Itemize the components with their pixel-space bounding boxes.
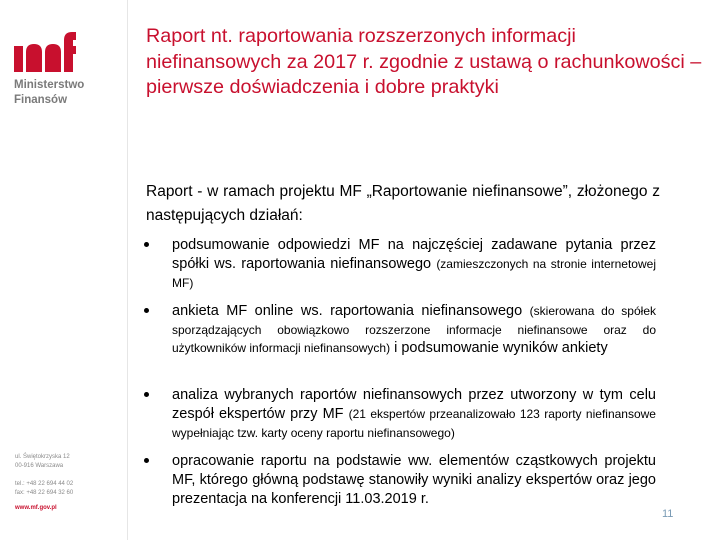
list-item [142, 386, 656, 442]
bullet-icon [144, 392, 149, 397]
logo-line-2: Finansów [14, 94, 68, 106]
bullet-tail: i podsumowanie wyników ankiety [390, 340, 608, 356]
bullet-icon [144, 242, 149, 247]
fax: fax: +48 22 694 32 60 [15, 490, 74, 496]
bullet-main: opracowanie raportu na podstawie ww. elementów cząstkowych projektu MF, którego główną podstawę stanowiły wyniki analizy ekspertów oraz jego prezentacja na konferencji 11.03.2019 r. [172, 453, 656, 507]
address-line-2: 00-916 Warszawa [15, 463, 64, 469]
bullet-main: analiza wybranych raportów niefinansowych przez utworzony w tym celu zespół ekspertów przy MF [172, 387, 656, 422]
website-link[interactable]: www.mf.gov.pl [15, 505, 57, 511]
sidebar [0, 0, 128, 540]
bullet-note: (zamieszczonych na stronie internetowej MF) [172, 257, 656, 290]
logo-line-1: Ministerstwo [14, 79, 85, 91]
bullet-note: (skierowana do spółek sporządzających obowiązkowo rozszerzone informacje niefinansowe oraz do użytkowników informacji niefinansowych) [172, 304, 656, 355]
bullet-main: podsumowanie odpowiedzi MF na najczęściej zadawane pytania przez spółki ws. raportowania niefinansowego [172, 237, 656, 272]
list-item [142, 236, 656, 292]
intro-text: Raport - w ramach projektu MF „Raportowanie niefinansowe”, złożonego z następujących działań: [146, 183, 660, 224]
ministry-name [14, 78, 84, 108]
bullet-icon [144, 458, 149, 463]
bullet-icon [144, 308, 149, 313]
list-item [142, 302, 656, 358]
phone: tel.: +48 22 694 44 02 [15, 481, 74, 487]
list-item [142, 452, 656, 509]
page-number: 11 [662, 508, 674, 520]
bullet-main: ankieta MF online ws. raportowania niefinansowego [172, 303, 530, 319]
slide-title: Raport nt. raportowania rozszerzonych informacji niefinansowych za 2017 r. zgodnie z ustawą o rachunkowości – pierwsze doświadczenia i dobre praktyki [146, 25, 702, 98]
address-block [15, 453, 73, 498]
bullet-note: (21 ekspertów przeanalizowało 123 raporty niefinansowe wypełniając tzw. karty oceny raportu niefinansowego) [172, 407, 656, 440]
address-line-1: ul. Świętokrzyska 12 [15, 454, 70, 460]
ministry-logo-icon [14, 30, 78, 79]
